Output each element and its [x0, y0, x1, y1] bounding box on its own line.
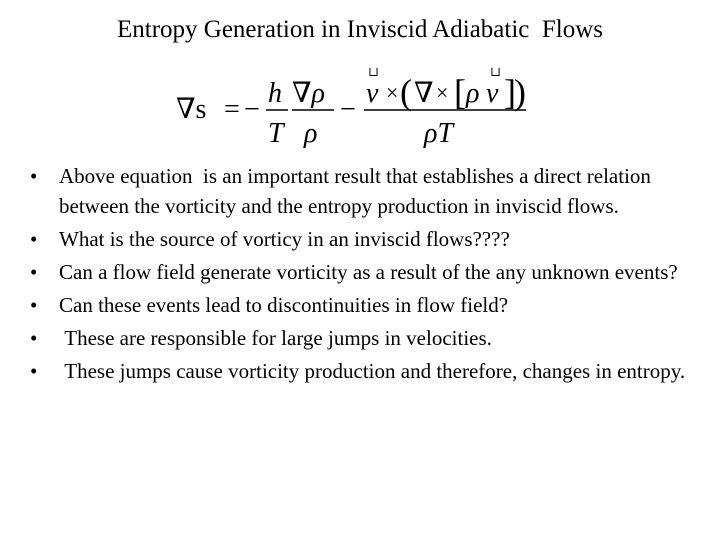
bullet-text: These jumps cause vorticity production and therefore, changes in entropy. — [59, 359, 686, 383]
equation-minus-1: − — [244, 94, 260, 125]
fraction-1-h: h — [268, 78, 282, 109]
bullet-item — [30, 161, 710, 221]
equation-minus-2: − — [340, 94, 356, 125]
bullet-text: Can these events lead to discontinuities in flow field? — [59, 293, 509, 317]
bullet-glyph: • — [30, 260, 38, 284]
fraction-2-rho: ρ — [466, 78, 480, 109]
vector-mark-v2: ⊔ — [490, 64, 501, 79]
vector-mark-v1: ⊔ — [368, 64, 379, 79]
equation-equals: = — [224, 94, 240, 125]
fraction-1-rho: ρ — [304, 118, 318, 149]
bullet-list — [30, 161, 710, 389]
equation-lhs: ∇s — [176, 94, 207, 125]
equation-graphic — [174, 64, 534, 152]
bullet-item — [30, 224, 710, 254]
fraction-2-nabla: ∇ — [414, 78, 434, 109]
bullet-text: What is the source of vorticy in an inviscid flows???? — [59, 227, 510, 251]
bullet-glyph: • — [30, 293, 38, 317]
fraction-2-v: v — [366, 78, 379, 109]
bullet-item — [30, 257, 710, 287]
bullet-item — [30, 356, 710, 386]
fraction-2-open-bracket: [ — [454, 72, 466, 112]
fraction-2-close-bracket: ] — [504, 72, 516, 112]
fraction-2-cross-1: × — [386, 80, 399, 105]
bullet-glyph: • — [30, 164, 38, 188]
fraction-1-T: T — [268, 118, 284, 149]
bullet-text: Can a flow field generate vorticity as a result of the any unknown events? — [59, 260, 678, 284]
fraction-2-v2: v — [486, 78, 499, 109]
fraction-2-cross-2: × — [436, 80, 449, 105]
slide-title: Entropy Generation in Inviscid Adiabatic Flows — [116, 16, 604, 43]
bullet-text: These are responsible for large jumps in velocities. — [59, 326, 492, 350]
fraction-1-grad-rho: ∇ρ — [292, 78, 325, 109]
bullet-text: Above equation is an important result that establishes a direct relation between the vorticity and the entropy production in inviscid flows. — [59, 164, 657, 218]
fraction-2-close-paren: ) — [514, 72, 526, 112]
bullet-item — [30, 323, 710, 353]
bullet-item — [30, 290, 710, 320]
fraction-2-open-paren: ( — [400, 72, 412, 112]
entropy-gradient-equation — [174, 64, 534, 152]
fraction-2-den: ρT — [424, 118, 454, 149]
bullet-glyph: • — [30, 359, 38, 383]
bullet-glyph: • — [30, 227, 38, 251]
bullet-glyph: • — [30, 326, 38, 350]
